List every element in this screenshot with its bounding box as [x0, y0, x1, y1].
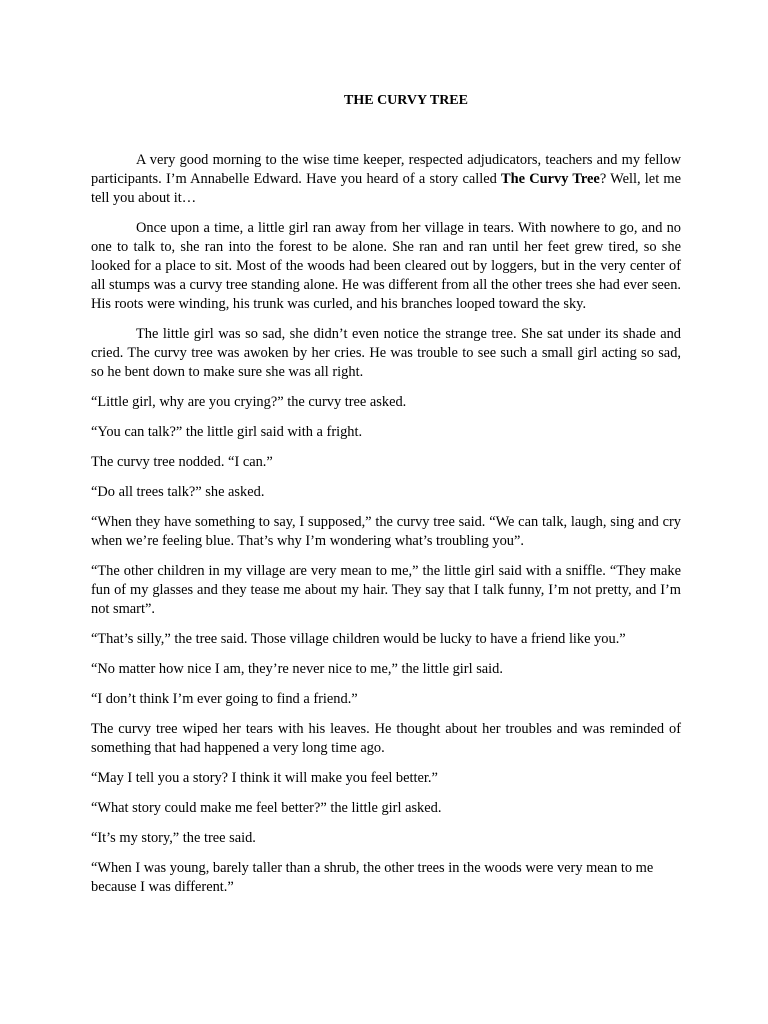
- paragraph: “I don’t think I’m ever going to find a friend.”: [91, 691, 358, 707]
- paragraph: “No matter how nice I am, they’re never nice to me,” the little girl said.: [91, 661, 503, 677]
- paragraph: “The other children in my village are very mean to me,” the little girl said with a sniffle. “They make fun of my glasses and they tease me about my hair. They say that I talk funny, I’m not pretty, and I’m not smart”.: [91, 563, 681, 617]
- paragraph: “Little girl, why are you crying?” the curvy tree asked.: [91, 394, 407, 410]
- paragraph: “May I tell you a story? I think it will make you feel better.”: [91, 770, 438, 786]
- document-body: [91, 151, 681, 908]
- paragraph: “Do all trees talk?” she asked.: [91, 484, 265, 500]
- intro-text-after: ? Well, let me tell you about it…: [91, 171, 681, 206]
- paragraph: “When I was young, barely taller than a shrub, the other trees in the woods were very mean to me because I was different.”: [91, 860, 654, 895]
- paragraph: The curvy tree nodded. “I can.”: [91, 454, 273, 470]
- document-title: THE CURVY TREE: [344, 93, 468, 108]
- intro-text-before: A very good morning to the wise time keeper, respected adjudicators, teachers and my fellow participants. I’m Annabelle Edward. Have you heard of a story called: [91, 152, 681, 187]
- intro-paragraph: [91, 151, 681, 208]
- paragraph: “When they have something to say, I supposed,” the curvy tree said. “We can talk, laugh, sing and cry when we’re feeling blue. That’s why I’m wondering what’s troubling you”.: [91, 514, 681, 549]
- paragraph: Once upon a time, a little girl ran away from her village in tears. With nowhere to go, and no one to talk to, she ran into the forest to be alone. She ran and ran until her feet grew tired, so she looked for a place to sit. Most of the woods had been cleared out by loggers, but in the very center of all stumps was a curvy tree standing alone. He was different from all the other trees she had ever seen. His roots were winding, his trunk was curled, and his branches looped toward the sky.: [91, 220, 681, 312]
- paragraph: “That’s silly,” the tree said. Those village children would be lucky to have a friend like you.”: [91, 631, 626, 647]
- paragraph: The little girl was so sad, she didn’t even notice the strange tree. She sat under its shade and cried. The curvy tree was awoken by her cries. He was trouble to see such a small girl acting so sad, so he bent down to make sure she was all right.: [91, 326, 681, 380]
- paragraph: “It’s my story,” the tree said.: [91, 830, 256, 846]
- paragraph: “You can talk?” the little girl said with a fright.: [91, 424, 363, 440]
- paragraph: “What story could make me feel better?” the little girl asked.: [91, 800, 442, 816]
- paragraph: The curvy tree wiped her tears with his leaves. He thought about her troubles and was reminded of something that had happened a very long time ago.: [91, 721, 681, 756]
- story-title-bold: The Curvy Tree: [501, 171, 600, 187]
